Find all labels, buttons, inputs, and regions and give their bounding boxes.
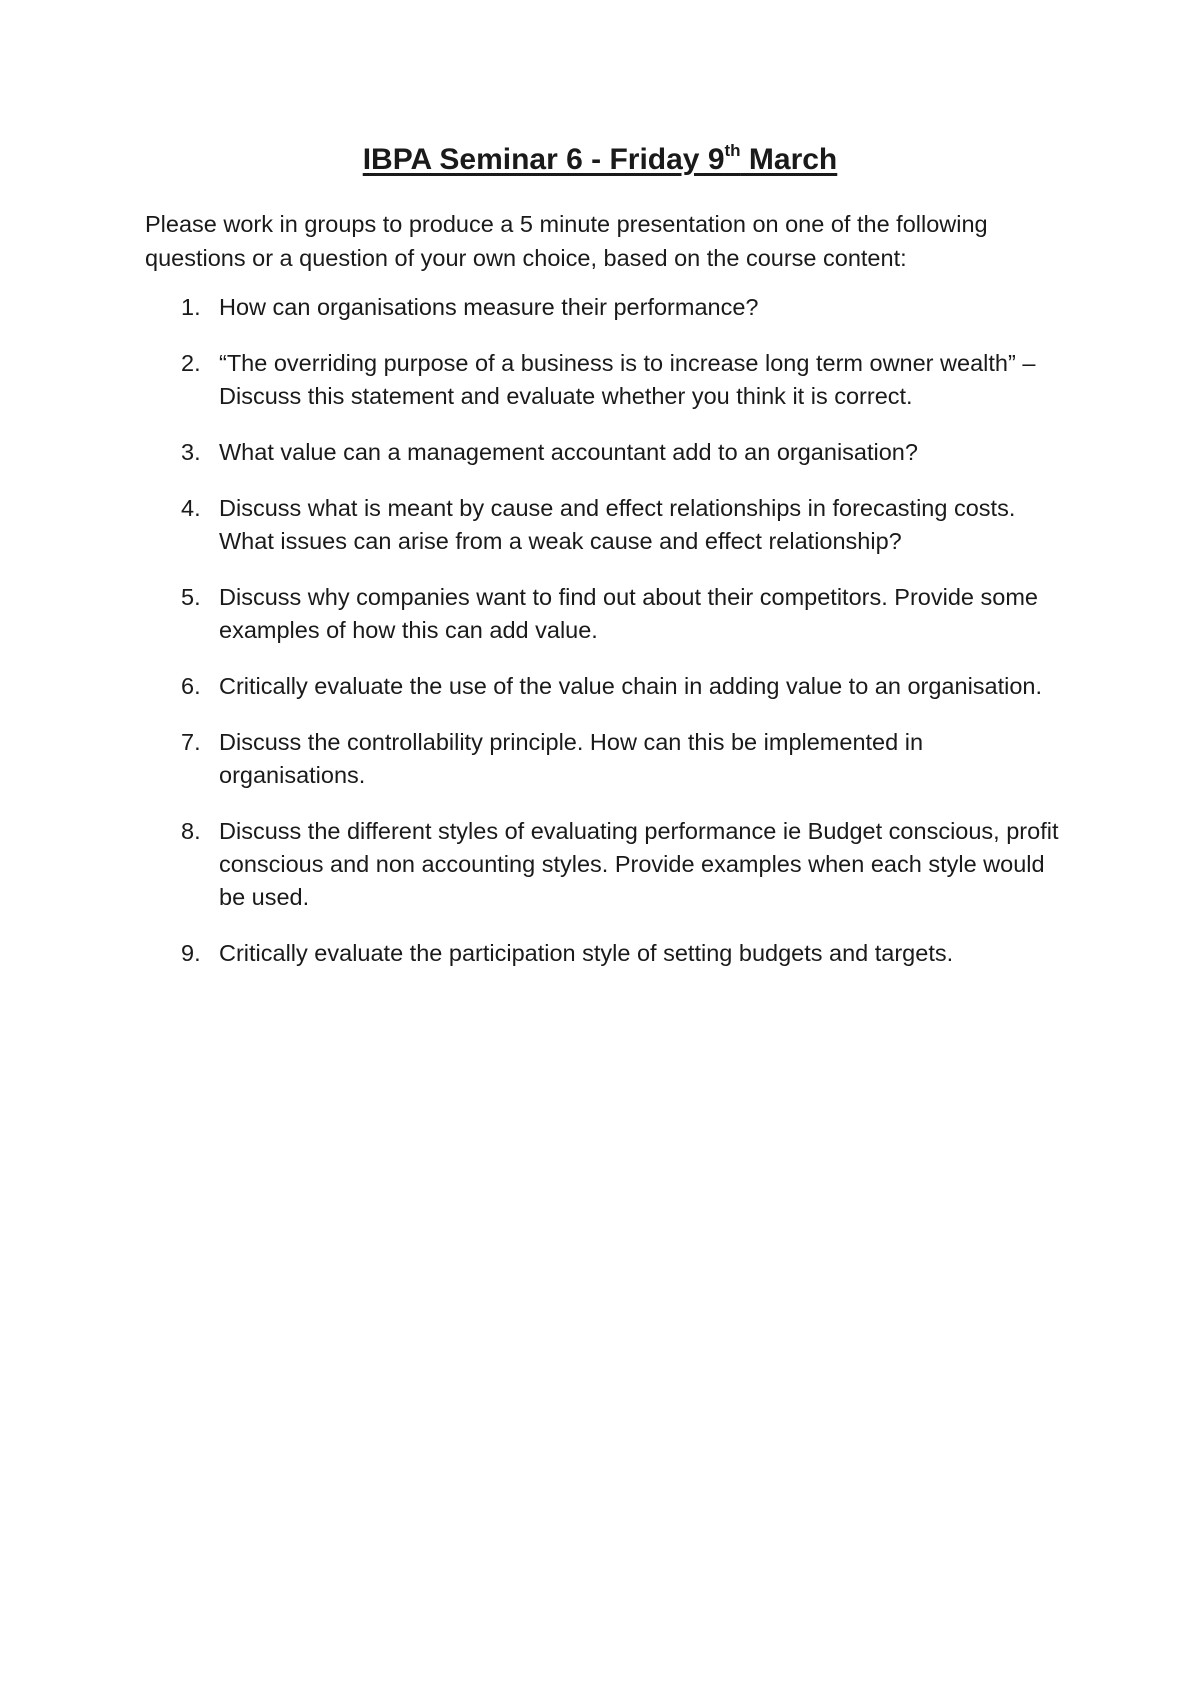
title-superscript: th [724, 141, 741, 160]
question-number: 4. [181, 495, 201, 521]
question-number: 9. [181, 940, 201, 966]
question-item [0, 726, 1200, 792]
intro-paragraph: Please work in groups to produce a 5 minute presentation on one of the following questions or a question of your own choice, based on the course content: [145, 211, 988, 271]
question-number: 3. [181, 439, 201, 465]
title-end: March [740, 143, 838, 176]
question-list [0, 291, 1200, 993]
question-item [0, 492, 1200, 558]
question-item [0, 581, 1200, 647]
question-number: 6. [181, 673, 201, 699]
question-text: Critically evaluate the use of the value chain in adding value to an organisation. [219, 673, 1043, 699]
question-item [0, 815, 1200, 914]
question-text: Discuss the different styles of evaluating performance ie Budget conscious, profit conscious and non accounting styles. Provide examples when each style would be used. [219, 818, 1059, 910]
question-number: 5. [181, 584, 201, 610]
question-text: How can organisations measure their performance? [219, 294, 759, 320]
question-number: 7. [181, 729, 201, 755]
question-text: Critically evaluate the participation style of setting budgets and targets. [219, 940, 954, 966]
question-item [0, 937, 1200, 970]
question-number: 8. [181, 818, 201, 844]
question-text: Discuss the controllability principle. How can this be implemented in organisations. [219, 729, 924, 788]
question-item [0, 670, 1200, 703]
page-title [0, 143, 1200, 177]
question-number: 1. [181, 294, 201, 320]
title-main: IBPA Seminar 6 - Friday 9 [362, 143, 725, 176]
question-text: “The overriding purpose of a business is to increase long term owner wealth” – Discuss this statement and evaluate whether you think it is correct. [219, 350, 1036, 409]
question-text: What value can a management accountant add to an organisation? [219, 439, 918, 465]
question-item [0, 347, 1200, 413]
question-text: Discuss why companies want to find out about their competitors. Provide some examples of how this can add value. [219, 584, 1038, 643]
question-text: Discuss what is meant by cause and effect relationships in forecasting costs. What issues can arise from a weak cause and effect relationship? [219, 495, 1016, 554]
question-number: 2. [181, 350, 201, 376]
question-item [0, 436, 1200, 469]
question-item [0, 291, 1200, 324]
